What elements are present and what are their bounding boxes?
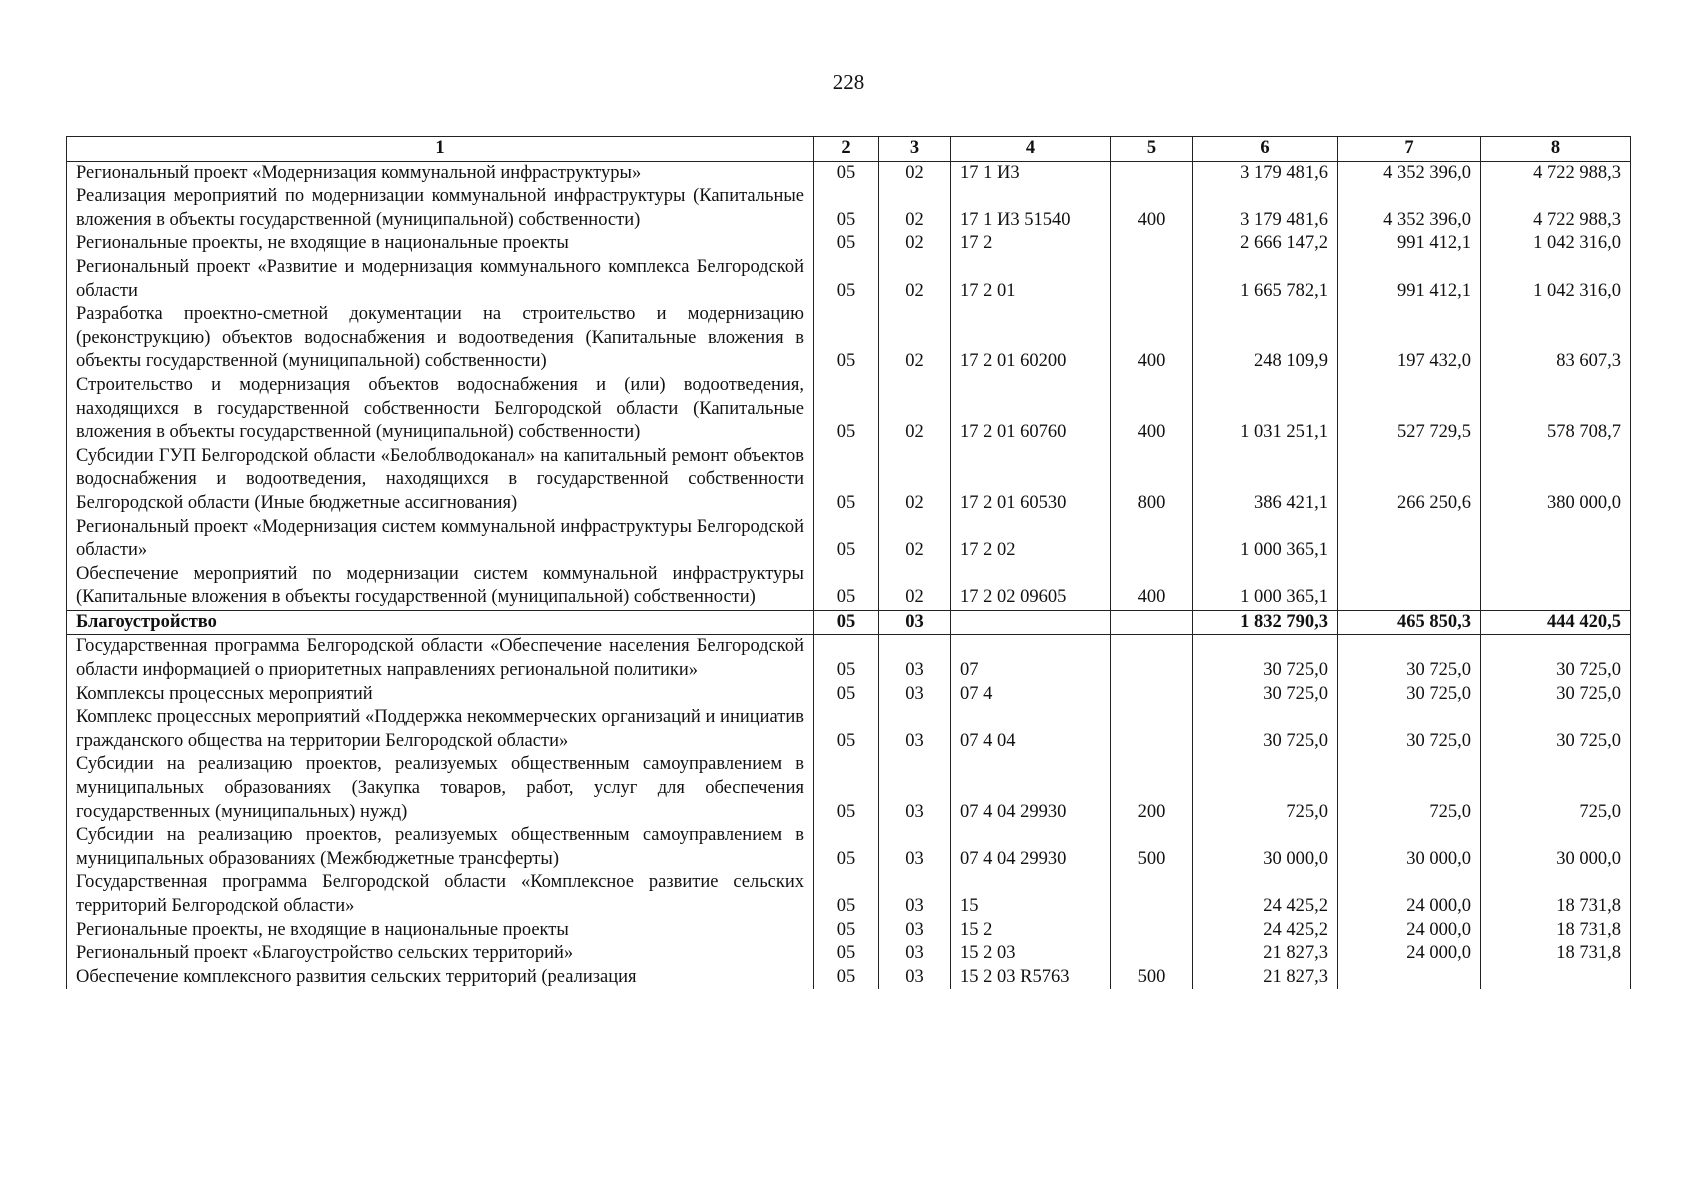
amount-col6-cell: 21 827,3 bbox=[1193, 966, 1338, 990]
expense-type-cell: 500 bbox=[1111, 966, 1193, 990]
table-row bbox=[67, 256, 1631, 303]
col-header: 8 bbox=[1481, 137, 1631, 162]
expense-type-cell: 400 bbox=[1111, 563, 1193, 611]
table-row bbox=[67, 942, 1631, 966]
target-article-cell: 17 2 02 09605 bbox=[951, 563, 1111, 611]
col-header: 2 bbox=[814, 137, 879, 162]
amount-col7-cell: 24 000,0 bbox=[1338, 919, 1481, 943]
row-name-cell: Обеспечение комплексного развития сельских территорий (реализация bbox=[67, 966, 814, 990]
subsection-code-cell: 03 bbox=[879, 824, 951, 871]
row-name-cell: Региональный проект «Модернизация коммунальной инфраструктуры» bbox=[67, 161, 814, 185]
table-row bbox=[67, 871, 1631, 918]
amount-col8-cell: 444 420,5 bbox=[1481, 610, 1631, 635]
section-code-cell: 05 bbox=[814, 374, 879, 445]
table-row bbox=[67, 824, 1631, 871]
subsection-code-cell: 02 bbox=[879, 563, 951, 611]
amount-col7-cell bbox=[1338, 563, 1481, 611]
section-code-cell: 05 bbox=[814, 303, 879, 374]
amount-col6-cell: 30 725,0 bbox=[1193, 635, 1338, 683]
amount-col8-cell: 1 042 316,0 bbox=[1481, 232, 1631, 256]
amount-col6-cell: 24 425,2 bbox=[1193, 919, 1338, 943]
amount-col8-cell: 30 725,0 bbox=[1481, 635, 1631, 683]
subsection-code-cell: 02 bbox=[879, 516, 951, 563]
section-code-cell: 05 bbox=[814, 610, 879, 635]
row-name-cell: Комплекс процессных мероприятий «Поддержка некоммерческих организаций и инициатив гражданского общества на территории Белгородской области» bbox=[67, 706, 814, 753]
amount-col6-cell: 386 421,1 bbox=[1193, 445, 1338, 516]
subsection-code-cell: 02 bbox=[879, 161, 951, 185]
amount-col7-cell bbox=[1338, 966, 1481, 990]
row-name-cell: Субсидии на реализацию проектов, реализуемых общественным самоуправлением в муниципальных образованиях (Межбюджетные трансферты) bbox=[67, 824, 814, 871]
target-article-cell: 15 bbox=[951, 871, 1111, 918]
amount-col7-cell: 465 850,3 bbox=[1338, 610, 1481, 635]
table-row bbox=[67, 706, 1631, 753]
amount-col6-cell: 1 000 365,1 bbox=[1193, 563, 1338, 611]
row-name-cell: Субсидии на реализацию проектов, реализуемых общественным самоуправлением в муниципальных образованиях (Закупка товаров, работ, услуг для обеспечения государственных (муниципальных) нужд) bbox=[67, 753, 814, 824]
subsection-code-cell: 02 bbox=[879, 303, 951, 374]
subsection-code-cell: 02 bbox=[879, 232, 951, 256]
subsection-code-cell: 03 bbox=[879, 610, 951, 635]
target-article-cell: 17 2 bbox=[951, 232, 1111, 256]
expense-type-cell bbox=[1111, 919, 1193, 943]
expense-type-cell: 800 bbox=[1111, 445, 1193, 516]
amount-col8-cell bbox=[1481, 516, 1631, 563]
amount-col8-cell: 1 042 316,0 bbox=[1481, 256, 1631, 303]
amount-col6-cell: 30 725,0 bbox=[1193, 706, 1338, 753]
section-code-cell: 05 bbox=[814, 824, 879, 871]
table-row bbox=[67, 753, 1631, 824]
row-name-cell: Государственная программа Белгородской области «Обеспечение населения Белгородской области информацией о приоритетных направлениях региональной политики» bbox=[67, 635, 814, 683]
section-code-cell: 05 bbox=[814, 871, 879, 918]
table-row bbox=[67, 966, 1631, 990]
col-header: 7 bbox=[1338, 137, 1481, 162]
row-name-cell: Региональные проекты, не входящие в национальные проекты bbox=[67, 232, 814, 256]
expense-type-cell bbox=[1111, 942, 1193, 966]
amount-col6-cell: 24 425,2 bbox=[1193, 871, 1338, 918]
row-name-cell: Строительство и модернизация объектов водоснабжения и (или) водоотведения, находящихся в государственной собственности Белгородской области (Капитальные вложения в объекты государственной (муниципальной) собственности) bbox=[67, 374, 814, 445]
amount-col8-cell bbox=[1481, 563, 1631, 611]
target-article-cell: 15 2 03 R5763 bbox=[951, 966, 1111, 990]
table-row bbox=[67, 185, 1631, 232]
expense-type-cell bbox=[1111, 635, 1193, 683]
table-row bbox=[67, 374, 1631, 445]
table-row bbox=[67, 303, 1631, 374]
table-row bbox=[67, 635, 1631, 683]
expense-type-cell bbox=[1111, 871, 1193, 918]
table-row bbox=[67, 919, 1631, 943]
col-header: 6 bbox=[1193, 137, 1338, 162]
amount-col7-cell: 4 352 396,0 bbox=[1338, 185, 1481, 232]
amount-col7-cell: 24 000,0 bbox=[1338, 942, 1481, 966]
row-name-cell: Комплексы процессных мероприятий bbox=[67, 683, 814, 707]
amount-col6-cell: 1 665 782,1 bbox=[1193, 256, 1338, 303]
amount-col7-cell: 725,0 bbox=[1338, 753, 1481, 824]
target-article-cell: 17 2 01 60760 bbox=[951, 374, 1111, 445]
section-total-row bbox=[67, 610, 1631, 635]
target-article-cell: 07 bbox=[951, 635, 1111, 683]
section-code-cell: 05 bbox=[814, 683, 879, 707]
expense-type-cell bbox=[1111, 256, 1193, 303]
section-code-cell: 05 bbox=[814, 161, 879, 185]
amount-col7-cell: 4 352 396,0 bbox=[1338, 161, 1481, 185]
header-row bbox=[67, 137, 1631, 162]
amount-col6-cell: 1 832 790,3 bbox=[1193, 610, 1338, 635]
expense-type-cell: 500 bbox=[1111, 824, 1193, 871]
row-name-cell: Региональный проект «Благоустройство сельских территорий» bbox=[67, 942, 814, 966]
subsection-code-cell: 03 bbox=[879, 966, 951, 990]
amount-col6-cell: 30 725,0 bbox=[1193, 683, 1338, 707]
target-article-cell: 07 4 bbox=[951, 683, 1111, 707]
expense-type-cell bbox=[1111, 161, 1193, 185]
amount-col8-cell: 30 725,0 bbox=[1481, 706, 1631, 753]
subsection-code-cell: 02 bbox=[879, 256, 951, 303]
amount-col6-cell: 3 179 481,6 bbox=[1193, 185, 1338, 232]
row-name-cell: Государственная программа Белгородской области «Комплексное развитие сельских территорий Белгородской области» bbox=[67, 871, 814, 918]
row-name-cell: Разработка проектно-сметной документации на строительство и модернизацию (реконструкцию) объектов водоснабжения и водоотведения (Капитальные вложения в объекты государственной (муниципальной) собственности) bbox=[67, 303, 814, 374]
amount-col8-cell: 4 722 988,3 bbox=[1481, 185, 1631, 232]
target-article-cell: 17 1 И3 51540 bbox=[951, 185, 1111, 232]
target-article-cell: 07 4 04 29930 bbox=[951, 824, 1111, 871]
target-article-cell: 15 2 bbox=[951, 919, 1111, 943]
amount-col7-cell: 30 725,0 bbox=[1338, 683, 1481, 707]
target-article-cell: 07 4 04 bbox=[951, 706, 1111, 753]
amount-col6-cell: 1 031 251,1 bbox=[1193, 374, 1338, 445]
section-code-cell: 05 bbox=[814, 966, 879, 990]
target-article-cell: 17 1 И3 bbox=[951, 161, 1111, 185]
subsection-code-cell: 02 bbox=[879, 374, 951, 445]
target-article-cell: 17 2 01 bbox=[951, 256, 1111, 303]
section-code-cell: 05 bbox=[814, 706, 879, 753]
col-header: 4 bbox=[951, 137, 1111, 162]
expense-type-cell: 400 bbox=[1111, 303, 1193, 374]
subsection-code-cell: 03 bbox=[879, 871, 951, 918]
table-row bbox=[67, 516, 1631, 563]
subsection-code-cell: 03 bbox=[879, 635, 951, 683]
amount-col8-cell bbox=[1481, 966, 1631, 990]
amount-col8-cell: 380 000,0 bbox=[1481, 445, 1631, 516]
section-code-cell: 05 bbox=[814, 232, 879, 256]
expense-type-cell bbox=[1111, 516, 1193, 563]
page-number: 228 bbox=[832, 70, 865, 94]
amount-col6-cell: 3 179 481,6 bbox=[1193, 161, 1338, 185]
amount-col8-cell: 725,0 bbox=[1481, 753, 1631, 824]
subsection-code-cell: 03 bbox=[879, 706, 951, 753]
row-name-cell: Региональный проект «Модернизация систем коммунальной инфраструктуры Белгородской области» bbox=[67, 516, 814, 563]
table-row bbox=[67, 232, 1631, 256]
target-article-cell: 07 4 04 29930 bbox=[951, 753, 1111, 824]
amount-col6-cell: 2 666 147,2 bbox=[1193, 232, 1338, 256]
amount-col8-cell: 30 000,0 bbox=[1481, 824, 1631, 871]
col-header: 1 bbox=[67, 137, 814, 162]
row-name-cell: Реализация мероприятий по модернизации коммунальной инфраструктуры (Капитальные вложения в объекты государственной (муниципальной) собственности) bbox=[67, 185, 814, 232]
amount-col6-cell: 725,0 bbox=[1193, 753, 1338, 824]
expense-type-cell bbox=[1111, 683, 1193, 707]
table-row bbox=[67, 683, 1631, 707]
section-code-cell: 05 bbox=[814, 563, 879, 611]
subsection-code-cell: 03 bbox=[879, 919, 951, 943]
section-code-cell: 05 bbox=[814, 256, 879, 303]
amount-col6-cell: 248 109,9 bbox=[1193, 303, 1338, 374]
expense-type-cell: 400 bbox=[1111, 374, 1193, 445]
amount-col8-cell: 83 607,3 bbox=[1481, 303, 1631, 374]
row-name-cell: Обеспечение мероприятий по модернизации систем коммунальной инфраструктуры (Капитальные вложения в объекты государственной (муниципальной) собственности) bbox=[67, 563, 814, 611]
amount-col7-cell: 30 725,0 bbox=[1338, 635, 1481, 683]
amount-col8-cell: 18 731,8 bbox=[1481, 919, 1631, 943]
expense-type-cell bbox=[1111, 706, 1193, 753]
section-code-cell: 05 bbox=[814, 516, 879, 563]
amount-col7-cell: 197 432,0 bbox=[1338, 303, 1481, 374]
subsection-code-cell: 02 bbox=[879, 445, 951, 516]
budget-table bbox=[66, 136, 1631, 989]
row-name-cell: Благоустройство bbox=[67, 610, 814, 635]
expense-type-cell bbox=[1111, 610, 1193, 635]
amount-col7-cell: 991 412,1 bbox=[1338, 256, 1481, 303]
amount-col8-cell: 578 708,7 bbox=[1481, 374, 1631, 445]
subsection-code-cell: 03 bbox=[879, 683, 951, 707]
col-header: 3 bbox=[879, 137, 951, 162]
section-code-cell: 05 bbox=[814, 919, 879, 943]
target-article-cell: 17 2 01 60530 bbox=[951, 445, 1111, 516]
amount-col7-cell: 991 412,1 bbox=[1338, 232, 1481, 256]
target-article-cell: 17 2 01 60200 bbox=[951, 303, 1111, 374]
amount-col6-cell: 30 000,0 bbox=[1193, 824, 1338, 871]
subsection-code-cell: 03 bbox=[879, 753, 951, 824]
row-name-cell: Субсидии ГУП Белгородской области «Белоблводоканал» на капитальный ремонт объектов водоснабжения и водоотведения, находящихся в государственной собственности Белгородской области (Иные бюджетные ассигнования) bbox=[67, 445, 814, 516]
section-code-cell: 05 bbox=[814, 753, 879, 824]
amount-col8-cell: 18 731,8 bbox=[1481, 871, 1631, 918]
table-row bbox=[67, 563, 1631, 611]
amount-col6-cell: 1 000 365,1 bbox=[1193, 516, 1338, 563]
target-article-cell bbox=[951, 610, 1111, 635]
amount-col7-cell: 30 725,0 bbox=[1338, 706, 1481, 753]
amount-col6-cell: 21 827,3 bbox=[1193, 942, 1338, 966]
subsection-code-cell: 03 bbox=[879, 942, 951, 966]
table-row bbox=[67, 161, 1631, 185]
amount-col7-cell: 30 000,0 bbox=[1338, 824, 1481, 871]
amount-col7-cell bbox=[1338, 516, 1481, 563]
expense-type-cell: 400 bbox=[1111, 185, 1193, 232]
expense-type-cell: 200 bbox=[1111, 753, 1193, 824]
target-article-cell: 17 2 02 bbox=[951, 516, 1111, 563]
table-row bbox=[67, 445, 1631, 516]
amount-col7-cell: 24 000,0 bbox=[1338, 871, 1481, 918]
section-code-cell: 05 bbox=[814, 185, 879, 232]
amount-col7-cell: 266 250,6 bbox=[1338, 445, 1481, 516]
row-name-cell: Региональный проект «Развитие и модернизация коммунального комплекса Белгородской области bbox=[67, 256, 814, 303]
target-article-cell: 15 2 03 bbox=[951, 942, 1111, 966]
subsection-code-cell: 02 bbox=[879, 185, 951, 232]
row-name-cell: Региональные проекты, не входящие в национальные проекты bbox=[67, 919, 814, 943]
amount-col8-cell: 4 722 988,3 bbox=[1481, 161, 1631, 185]
col-header: 5 bbox=[1111, 137, 1193, 162]
section-code-cell: 05 bbox=[814, 445, 879, 516]
amount-col8-cell: 18 731,8 bbox=[1481, 942, 1631, 966]
section-code-cell: 05 bbox=[814, 942, 879, 966]
section-code-cell: 05 bbox=[814, 635, 879, 683]
amount-col7-cell: 527 729,5 bbox=[1338, 374, 1481, 445]
expense-type-cell bbox=[1111, 232, 1193, 256]
amount-col8-cell: 30 725,0 bbox=[1481, 683, 1631, 707]
